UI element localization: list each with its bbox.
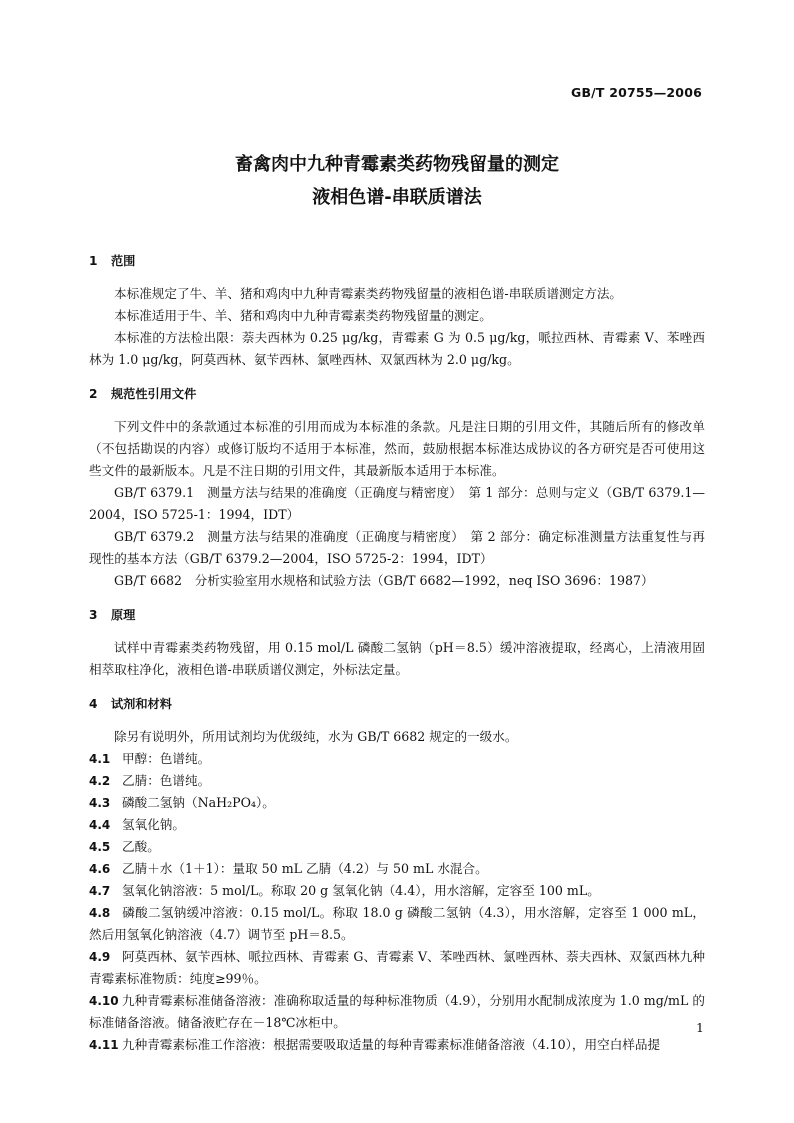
item-number: 4.4: [89, 818, 111, 832]
item-number: 4.10: [89, 994, 119, 1008]
item-text: 磷酸二氢钠缓冲溶液：0.15 mol/L。称取 18.0 g 磷酸二氢钠（4.3），用水溶解，定容至 1 000 mL，然后用氢氧化钠溶液（4.7）调节至 pH＝8.5。: [89, 905, 705, 942]
item-text: 磷酸二氢钠（NaH₂PO₄）。: [122, 795, 275, 810]
item-text: 乙酸。: [122, 839, 160, 854]
item-text: 氢氧化钠溶液：5 mol/L。称取 20 g 氢氧化钠（4.4），用水溶解，定容至 100 mL。: [122, 883, 600, 898]
reagent-item: [89, 990, 705, 1034]
section-heading-principle: [89, 604, 705, 626]
references-intro: 下列文件中的条款通过本标准的引用而成为本标准的条款。凡是注日期的引用文件，其随后所有的修改单（不包括勘误的内容）或修订版均不适用于本标准，然而，鼓励根据本标准达成协议的各方研究是否可使用这些文件的最新版本。凡是不注日期的引用文件，其最新版本适用于本标准。: [89, 419, 705, 478]
item-number: 4.1: [89, 752, 111, 766]
document-body: [89, 250, 705, 1056]
item-text: 乙腈：色谱纯。: [122, 773, 211, 788]
item-number: 4.8: [89, 906, 111, 920]
section-heading-reagents: [89, 693, 705, 715]
reference-entry: GB/T 6379.2 测量方法与结果的准确度（正确度与精密度） 第 2 部分：确定标准测量方法重复性与再现性的基本方法（GB/T 6379.2—2004，ISO 5725-2：1994，IDT）: [89, 529, 705, 566]
item-number: 4.7: [89, 884, 111, 898]
reagent-item: [89, 902, 705, 946]
reagent-item: [89, 748, 705, 770]
section-number: 4: [89, 697, 98, 711]
item-number: 4.5: [89, 840, 111, 854]
standard-code: GB/T 20755—2006: [570, 85, 702, 100]
reagent-item: [89, 946, 705, 990]
item-text: 九种青霉素标准储备溶液：准确称取适量的每种标准物质（4.9），分别用水配制成浓度为 1.0 mg/mL 的标准储备溶液。储备液贮存在－18℃冰柜中。: [89, 993, 705, 1030]
page-number: 1: [696, 1020, 704, 1035]
reagent-item: [89, 792, 705, 814]
item-text: 阿莫西林、氨苄西林、哌拉西林、青霉素 G、青霉素 V、苯唑西林、氯唑西林、萘夫西林、双氯西林九种青霉素标准物质：纯度≥99％。: [89, 949, 705, 986]
item-number: 4.6: [89, 862, 111, 876]
item-text: 甲醇：色谱纯。: [122, 751, 211, 766]
item-number: 4.11: [89, 1038, 119, 1052]
principle-paragraph: 试样中青霉素类药物残留，用 0.15 mol/L 磷酸二氢钠（pH＝8.5）缓冲溶液提取，经离心，上清液用固相萃取柱净化，液相色谱-串联质谱仪测定，外标法定量。: [89, 640, 705, 677]
item-text: 乙腈＋水（1＋1）：量取 50 mL 乙腈（4.2）与 50 mL 水混合。: [122, 861, 488, 876]
section-title: 试剂和材料: [111, 697, 172, 711]
document-subtitle: 液相色谱-串联质谱法: [312, 187, 482, 208]
document-title: 畜禽肉中九种青霉素类药物残留量的测定: [235, 154, 559, 175]
reference-entry: GB/T 6682 分析实验室用水规格和试验方法（GB/T 6682—1992，neq ISO 3696：1987）: [114, 573, 654, 588]
reagent-item: [89, 836, 705, 858]
section-title: 范围: [111, 254, 136, 268]
reagent-item: [89, 770, 705, 792]
item-text: 九种青霉素标准工作溶液：根据需要吸取适量的每种青霉素标准储备溶液（4.10），用空白样品提: [122, 1037, 661, 1052]
scope-paragraph: 本标准适用于牛、羊、猪和鸡肉中九种青霉素类药物残留量的测定。: [114, 308, 492, 323]
scope-paragraph: 本标准规定了牛、羊、猪和鸡肉中九种青霉素类药物残留量的液相色谱-串联质谱测定方法。: [114, 286, 623, 301]
section-heading-references: [89, 383, 705, 405]
scope-paragraph: 本标准的方法检出限：萘夫西林为 0.25 μg/kg，青霉素 G 为 0.5 μg/kg，哌拉西林、青霉素 V、苯唑西林为 1.0 μg/kg，阿莫西林、氨苄西林、氯唑西林、双氯西林为 2.0 μg/kg。: [89, 330, 705, 367]
section-number: 2: [89, 387, 98, 401]
section-number: 3: [89, 608, 98, 622]
reagents-intro: 除另有说明外，所用试剂均为优级纯，水为 GB/T 6682 规定的一级水。: [114, 729, 518, 744]
section-title: 规范性引用文件: [111, 387, 197, 401]
reference-entry: GB/T 6379.1 测量方法与结果的准确度（正确度与精密度） 第 1 部分：总则与定义（GB/T 6379.1—2004，ISO 5725-1：1994，IDT）: [89, 485, 705, 522]
reagent-item: [89, 814, 705, 836]
reagent-item: [89, 1034, 705, 1056]
section-title: 原理: [111, 608, 136, 622]
section-number: 1: [89, 254, 98, 268]
item-text: 氢氧化钠。: [122, 817, 185, 832]
reagent-item: [89, 858, 705, 880]
item-number: 4.2: [89, 774, 111, 788]
section-heading-scope: [89, 250, 705, 272]
reagent-item: [89, 880, 705, 902]
item-number: 4.9: [89, 950, 111, 964]
item-number: 4.3: [89, 796, 111, 810]
